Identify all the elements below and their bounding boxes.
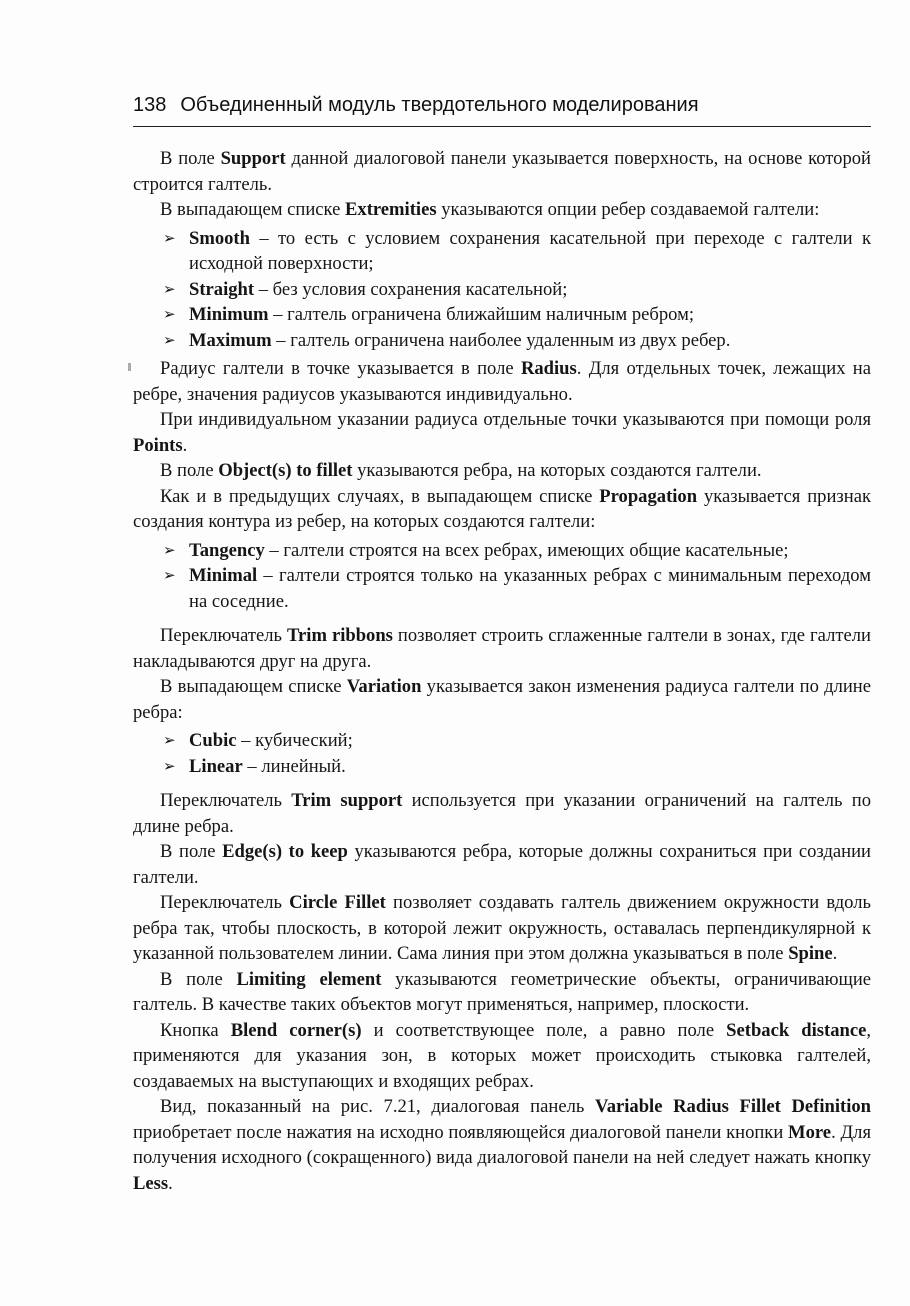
page-header: [133, 94, 871, 117]
list-item: ➢ Minimal – галтели строятся только на указанных ребрах с минимальным переходом на соседние.: [163, 565, 871, 612]
list-item: ➢ Linear – линейный.: [163, 754, 871, 780]
paragraph-circle-fillet: Переключатель Circle Fillet позволяет создавать галтель движением окружности вдоль ребра так, чтобы плоскость, в которой лежит окружность, оставалась перпендикулярной к указанной пользователем линии. Сама линия при этом должна указываться в поле Spine.: [133, 892, 871, 964]
header-rule: [133, 126, 871, 127]
arrow-bullet-icon: ➢: [163, 540, 176, 559]
arrow-bullet-icon: ➢: [163, 566, 176, 584]
paragraph-trim-ribbons: Переключатель Trim ribbons позволяет строить сглаженные галтели в зонах, где галтели накладываются друг на друга.: [133, 625, 871, 672]
paragraph-edges-to-keep: В поле Edge(s) to keep указываются ребра, которые должны сохраниться при создании галтели.: [133, 841, 872, 888]
extremities-list: [133, 226, 871, 354]
list-item: ➢ Cubic – кубический;: [163, 728, 871, 754]
paragraph-more-less: Вид, показанный на рис. 7.21, диалоговая панель Variable Radius Fillet Definition приобретает после нажатия на исходно появляющейся диалоговой панели кнопки More. Для получения исходного (сокращенного) вида диалоговой панели на ней следует нажать кнопку Less.: [133, 1096, 871, 1194]
list-item: ➢ Minimum – галтель ограничена ближайшим наличным ребром;: [163, 302, 871, 328]
arrow-bullet-icon: ➢: [163, 731, 176, 749]
paragraph-trim-support: Переключатель Trim support используется при указании ограничений на галтель по длине ребра.: [133, 790, 872, 837]
arrow-bullet-icon: ➢: [163, 756, 176, 775]
paragraph-blend-corners: Кнопка Blend corner(s) и соответствующее поле, а равно поле Setback distance, применяются для указания зон, в которых может происходить стыковка галтелей, создаваемых на выступающих и входящих ребрах.: [133, 1019, 871, 1092]
paragraph-extremities: В выпадающем списке Extremities указываются опции ребер создаваемой галтели:: [160, 199, 820, 220]
paragraph-radius: Радиус галтели в точке указывается в поле Radius. Для отдельных точек, лежащих на ребре, значения радиусов указываются индивидуально.: [133, 358, 871, 405]
paragraph-propagation: Как и в предыдущих случаях, в выпадающем списке Propagation указывается признак создания контура из ребер, на которых создаются галтели:: [133, 485, 871, 532]
arrow-bullet-icon: ➢: [163, 330, 176, 349]
variation-list: [133, 728, 871, 779]
arrow-bullet-icon: ➢: [163, 228, 176, 247]
list-item: ➢ Tangency – галтели строятся на всех ребрах, имеющих общие касательные;: [163, 538, 871, 564]
paragraph-points: При индивидуальном указании радиуса отдельные точки указываются при помощи роля Points.: [133, 409, 871, 456]
list-item: ➢ Maximum – галтель ограничена наиболее удаленным из двух ребер.: [163, 328, 871, 354]
paragraph-limiting-element: В поле Limiting element указываются геометрические объекты, ограничивающие галтель. В качестве таких объектов могут применяться, например, плоскости.: [133, 968, 872, 1015]
paragraph-variation: В выпадающем списке Variation указывается закон изменения радиуса галтели по длине ребра:: [133, 676, 871, 723]
page-number: 138: [133, 94, 167, 116]
page-body: [133, 146, 871, 1196]
scan-speck: [128, 363, 131, 371]
paragraph-support: В поле Support данной диалоговой панели указывается поверхность, на основе которой строится галтель.: [133, 148, 871, 195]
paragraph-objects-to-fillet: В поле Object(s) to fillet указываются ребра, на которых создаются галтели.: [160, 460, 762, 481]
running-title: Объединенный модуль твердотельного моделирования: [180, 94, 699, 116]
list-item: ➢ Smooth – то есть с условием сохранения касательной при переходе с галтели к исходной поверхности;: [163, 227, 871, 274]
propagation-list: [133, 538, 871, 615]
list-item: ➢ Straight – без условия сохранения касательной;: [163, 277, 871, 303]
arrow-bullet-icon: ➢: [163, 305, 176, 323]
arrow-bullet-icon: ➢: [163, 279, 176, 298]
